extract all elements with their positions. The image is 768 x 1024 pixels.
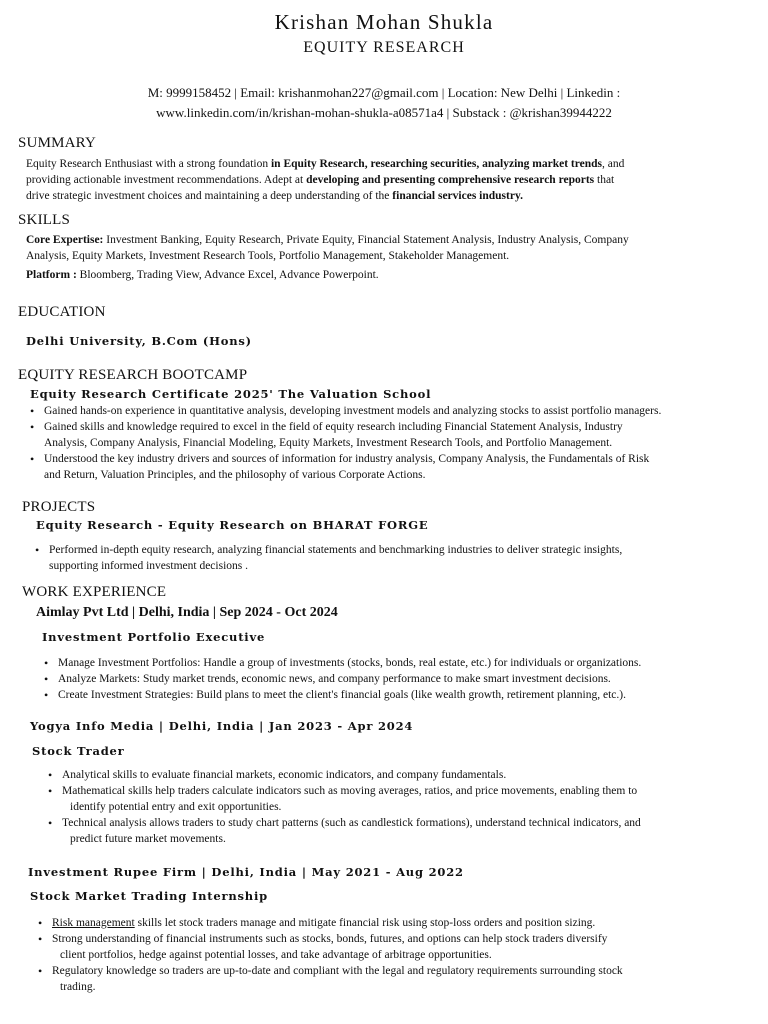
candidate-name: Krishan Mohan Shukla xyxy=(274,10,494,34)
list-item-continuation: and Return, Valuation Principles, and the philosophy of various Corporate Actions. xyxy=(44,469,426,481)
list-item: • Analytical skills to evaluate financial markets, economic indicators, and company fundamentals. xyxy=(62,767,768,783)
list-item xyxy=(44,467,768,483)
list-item xyxy=(52,915,768,931)
education-heading: EDUCATION xyxy=(18,304,106,320)
list-item-text: skills let stock traders manage and mitigate financial risk using stop-loss orders and position sizing. xyxy=(134,917,596,929)
core-expertise-text: Investment Banking, Equity Research, Private Equity, Financial Statement Analysis, Industry Analysis, Company xyxy=(103,234,629,246)
project-list xyxy=(49,542,768,574)
summary-bold: financial services industry. xyxy=(392,190,523,202)
education-entry: Delhi University, B.Com (Hons) xyxy=(26,334,252,348)
bootcamp-list xyxy=(44,403,768,483)
list-item-line: • Mathematical skills help traders calculate indicators such as moving averages, ratios, and price movements, enabling them to xyxy=(62,785,638,797)
job1-role: Investment Portfolio Executive xyxy=(42,630,266,644)
list-item xyxy=(62,815,768,847)
list-item: • Create Investment Strategies: Build plans to meet the client's financial goals (like wealth growth, retirement planning, etc.). xyxy=(58,687,768,703)
skills-core xyxy=(26,232,768,283)
list-item xyxy=(44,435,768,451)
job3-role: Stock Market Trading Internship xyxy=(30,889,268,903)
list-item: • Analyze Markets: Study market trends, economic news, and company performance to make smart investment decisions. xyxy=(58,671,768,687)
contact-line-2: www.linkedin.com/in/krishan-mohan-shukla-a08571a4 | Substack : @krishan39944222 xyxy=(156,105,612,120)
platform-label: Platform : xyxy=(26,269,77,281)
bootcamp-heading: EQUITY RESEARCH BOOTCAMP xyxy=(18,367,248,383)
list-item-line: identify potential entry and exit opportunities. xyxy=(70,801,282,813)
job2-list xyxy=(62,767,768,847)
risk-management-link[interactable]: Risk management xyxy=(52,917,135,929)
list-item-line: • Strong understanding of financial instruments such as stocks, bonds, futures, and options can help stock traders diversify xyxy=(52,933,608,945)
list-item xyxy=(62,783,768,815)
contact-info xyxy=(0,83,768,123)
summary-bold: developing and presenting comprehensive research reports xyxy=(306,174,595,186)
list-item xyxy=(52,963,768,995)
projects-heading: PROJECTS xyxy=(22,499,96,515)
list-item-line: client portfolios, hedge against potential losses, and take advantage of arbitrage opportunities. xyxy=(60,949,492,961)
bootcamp-subheading: Equity Research Certificate 2025' The Valuation School xyxy=(30,387,432,401)
job3-list xyxy=(52,915,768,995)
summary-text-part: that xyxy=(594,174,615,186)
list-item xyxy=(52,931,768,963)
job2-role: Stock Trader xyxy=(32,744,125,758)
job2-company: Yogya Info Media | Delhi, India | Jan 2023 - Apr 2024 xyxy=(30,719,414,733)
summary-bold: in Equity Research, researching securities, analyzing market trends xyxy=(270,158,603,170)
contact-line-1: M: 9999158452 | Email: krishanmohan227@gmail.com | Location: New Delhi | Linkedin : xyxy=(147,85,621,100)
platform-text: Bloomberg, Trading View, Advance Excel, Advance Powerpoint. xyxy=(76,269,379,281)
list-item-line: • Regulatory knowledge so traders are up-to-date and compliant with the legal and regulatory requirements surrounding stock xyxy=(52,965,623,977)
summary-text-part: Equity Research Enthusiast with a strong foundation xyxy=(26,158,271,170)
list-item-continuation: Analysis, Company Analysis, Financial Modeling, Equity Markets, Investment Research Tools, and Portfolio Management. xyxy=(44,437,613,449)
core-expertise-text: Analysis, Equity Markets, Investment Research Tools, Portfolio Management, Stakeholder Management. xyxy=(26,250,510,262)
job3-company: Investment Rupee Firm | Delhi, India | May 2021 - Aug 2022 xyxy=(28,865,464,879)
list-item: • Understood the key industry drivers and sources of information for industry analysis, Company Analysis, the Fundamentals of Risk xyxy=(44,451,768,467)
summary-text-part: , and xyxy=(602,158,625,170)
list-item-line: predict future market movements. xyxy=(70,833,226,845)
list-item: • Manage Investment Portfolios: Handle a group of investments (stocks, bonds, real estate, etc.) for individuals or organizations. xyxy=(58,655,768,671)
summary-text-part: providing actionable investment recommendations. Adept at xyxy=(26,174,307,186)
list-item: • Gained skills and knowledge required to excel in the field of equity research including Financial Statement Analysis, Industry xyxy=(44,419,768,435)
core-expertise-label: Core Expertise: xyxy=(26,234,104,246)
list-item-line: • Technical analysis allows traders to study chart patterns (such as candlestick formations), understand technical indicators, and xyxy=(62,817,641,829)
list-item-continuation: supporting informed investment decisions . xyxy=(49,560,248,572)
resume-title: EQUITY RESEARCH xyxy=(303,39,465,56)
list-item: • Gained hands-on experience in quantitative analysis, developing investment models and analyzing stocks to assist portfolio managers. xyxy=(44,403,768,419)
job1-company: Aimlay Pvt Ltd | Delhi, India | Sep 2024 - Oct 2024 xyxy=(36,605,338,620)
project-subheading: Equity Research - Equity Research on BHARAT FORGE xyxy=(36,518,429,532)
list-item: • Performed in-depth equity research, analyzing financial statements and benchmarking industries to deliver strategic insights, xyxy=(49,542,768,558)
summary-text-part: drive strategic investment choices and maintaining a deep understanding of the xyxy=(26,190,393,202)
summary-heading: SUMMARY xyxy=(18,135,97,151)
work-heading: WORK EXPERIENCE xyxy=(22,584,167,600)
summary-text xyxy=(26,156,768,204)
job1-list xyxy=(58,655,768,703)
skills-heading: SKILLS xyxy=(18,212,71,228)
list-item-line: trading. xyxy=(60,981,96,993)
